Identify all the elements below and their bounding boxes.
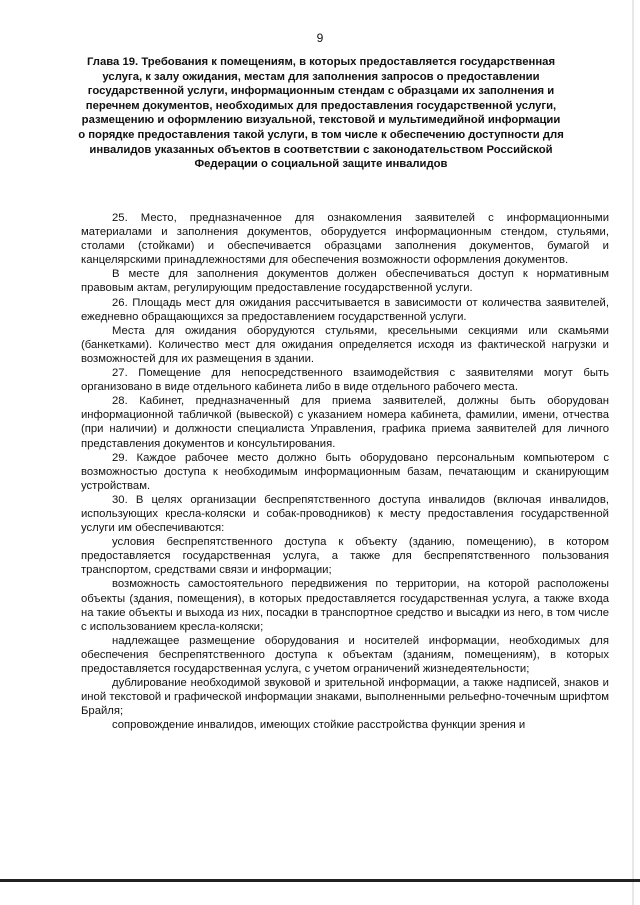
paragraph-25: 25. Место, предназначенное для ознакомления заявителей с информационными материалами и заполнения документов, оборудуется информационным стендом, стульями, столами (стойками) и обеспечивается образцами заполнения документов, бумагой и канцелярскими принадлежностями для обеспечения возможности оформления документов.	[81, 212, 609, 267]
paragraph-30: 30. В целях организации беспрепятственного доступа инвалидов (включая инвалидов, использующих кресла-коляски и собак-проводников) к месту предоставления государственной услуги им обеспечиваются:	[81, 493, 609, 535]
paragraph-26: 26. Площадь мест для ожидания рассчитывается в зависимости от количества заявителей, ежедневно обращающихся за предоставлением государственной услуги.	[81, 296, 609, 323]
paragraph-26-seating: Места для ожидания оборудуются стульями, кресельными секциями или скамьями (банкетками). Количество мест для ожидания определяется исходя из фактической нагрузки и возможностей для их размещения в здании.	[81, 324, 609, 365]
list-item-access-conditions: условия беспрепятственного доступа к объекту (зданию, помещению), в котором предоставляется государственная услуга, а также для беспрепятственного пользования транспортом, средствами связи и информации;	[81, 536, 609, 577]
list-item-braille: дублирование необходимой звуковой и зрительной информации, а также надписей, знаков и иной текстовой и графической информации знаками, выполненными рельефно-точечным шрифтом Брайля;	[81, 677, 609, 718]
chapter-title: Глава 19. Требования к помещениям, в которых предоставляется государственная услуга, к залу ожидания, местам для заполнения запросов о предоставлении государственной услуги, информационным стендам с образцами их заполнения и перечнем документов, необходимых для предоставления государственной услуги, размещению и оформлению визуальной, текстовой и мультимедийной информации о порядке предоставления такой услуги, в том числе к обеспечению доступности для инвалидов указанных объектов в соответствии с законодательством Российской Федерации о социальной защите инвалидов	[78, 56, 564, 171]
scan-edge	[632, 0, 634, 905]
paragraph-27: 27. Помещение для непосредственного взаимодействия с заявителями могут быть организовано в виде отдельного кабинета либо в виде отдельного рабочего места.	[81, 367, 609, 394]
paragraph-25-access: В месте для заполнения документов должен обеспечиваться доступ к нормативным правовым актам, регулирующим предоставление государственной услуги.	[81, 268, 609, 295]
page-number: 9	[316, 31, 324, 45]
list-item-movement: возможность самостоятельного передвижения по территории, на которой расположены объекты (здания, помещения), в которых предоставляется государственная услуга, а также входа на такие объекты и выхода из них, посадки в транспортное средство и высадки из него, в том числе с использованием кресла-коляски;	[81, 578, 609, 633]
list-item-equipment: надлежащее размещение оборудования и носителей информации, необходимых для обеспечения беспрепятственного доступа к объектам (зданиям, помещениям), в которых предоставляется государственная услуга, с учетом ограничений жизнедеятельности;	[81, 634, 609, 675]
scan-bottom-line	[0, 879, 640, 882]
paragraph-29: 29. Каждое рабочее место должно быть оборудовано персональным компьютером с возможностью доступа к необходимым информационным базам, печатающим и сканирующим устройствам.	[81, 451, 609, 492]
body-text	[81, 211, 609, 732]
list-item-escort: сопровождение инвалидов, имеющих стойкие расстройства функции зрения и	[112, 719, 526, 732]
paragraph-28: 28. Кабинет, предназначенный для приема заявителей, должны быть оборудован информационной табличкой (вывеской) с указанием номера кабинета, фамилии, имени, отчества (при наличии) и должности специалиста Управления, графика приема заявителей для личного представления документов и консультирования.	[81, 395, 609, 450]
